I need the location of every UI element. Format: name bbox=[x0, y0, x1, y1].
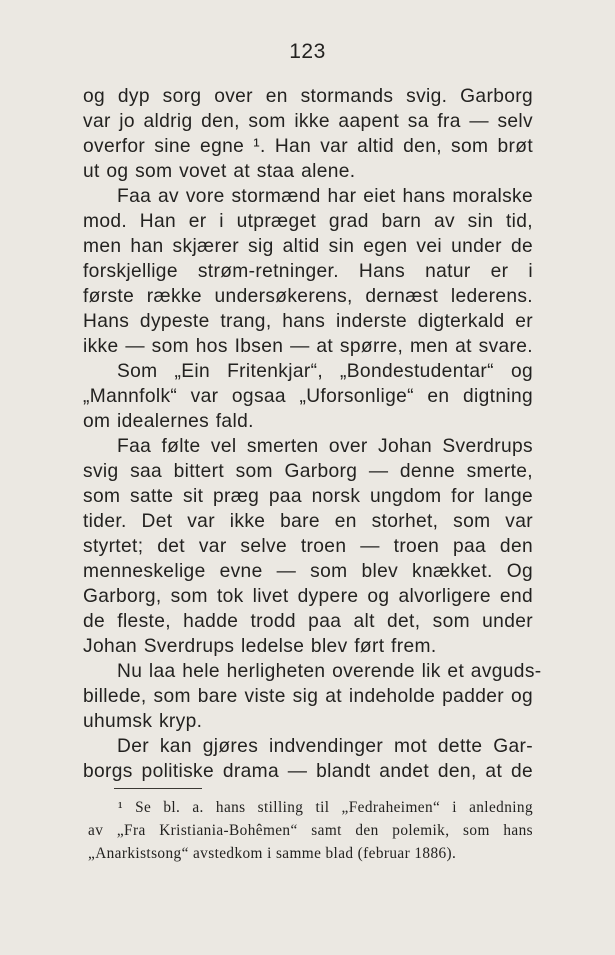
text-line: Hans dypeste trang, hans inderste digterkald er bbox=[83, 311, 533, 332]
text-line: „Mannfolk“ var ogsaa „Uforsonlige“ en digtning bbox=[83, 386, 533, 407]
text-line: overfor sine egne ¹. Han var altid den, som brøt bbox=[83, 136, 533, 157]
text-line: menneskelige evne — som blev knækket. Og bbox=[83, 561, 533, 582]
text-line: Johan Sverdrups ledelse blev ført frem. bbox=[83, 636, 437, 657]
text-line: om idealernes fald. bbox=[83, 411, 254, 432]
page-number: 123 bbox=[289, 40, 326, 63]
text-line: første række undersøkerens, dernæst lederens. bbox=[83, 286, 533, 307]
text-line: Faa følte vel smerten over Johan Sverdrups bbox=[117, 436, 533, 457]
text-line: men han skjærer sig altid sin egen vei under de bbox=[83, 236, 533, 257]
text-line: billede, som bare viste sig at indeholde padder og bbox=[83, 686, 533, 707]
text-line: Faa av vore stormænd har eiet hans moralske bbox=[117, 186, 533, 207]
text-line: ut og som vovet at staa alene. bbox=[83, 161, 356, 182]
footnote bbox=[88, 796, 533, 865]
footnote-line: av „Fra Kristiania-Bohêmen“ samt den polemik, som hans bbox=[88, 822, 533, 839]
text-line: mod. Han er i utpræget grad barn av sin tid, bbox=[83, 211, 533, 232]
text-line: ikke — som hos Ibsen — at spørre, men at svare. bbox=[83, 336, 533, 357]
text-line: borgs politiske drama — blandt andet den, at de bbox=[83, 761, 533, 782]
footnote-line: ¹ Se bl. a. hans stilling til „Fedraheimen“ i anledning bbox=[118, 799, 533, 816]
text-line: svig saa bittert som Garborg — denne smerte, bbox=[83, 461, 533, 482]
body-text bbox=[83, 84, 542, 784]
text-line: som satte sit præg paa norsk ungdom for lange bbox=[83, 486, 533, 507]
text-line: Der kan gjøres indvendinger mot dette Gar- bbox=[117, 736, 533, 757]
text-line: var jo aldrig den, som ikke aapent sa fra — selv bbox=[83, 111, 533, 132]
footnote-line: „Anarkistsong“ avstedkom i samme blad (februar 1886). bbox=[88, 845, 457, 862]
text-line: Som „Ein Fritenkjar“, „Bondestudentar“ og bbox=[117, 361, 533, 382]
text-line: de fleste, hadde trodd paa alt det, som under bbox=[83, 611, 533, 632]
text-line: uhumsk kryp. bbox=[83, 711, 203, 732]
text-line: tider. Det var ikke bare en storhet, som var bbox=[83, 511, 533, 532]
footnote-rule bbox=[114, 788, 202, 789]
text-line: og dyp sorg over en stormands svig. Garborg bbox=[83, 86, 533, 107]
text-line: Garborg, som tok livet dypere og alvorligere end bbox=[83, 586, 533, 607]
text-line: forskjellige strøm-retninger. Hans natur er i bbox=[83, 261, 533, 282]
text-line: styrtet; det var selve troen — troen paa den bbox=[83, 536, 533, 557]
text-line: Nu laa hele herligheten overende lik et avguds- bbox=[117, 661, 542, 682]
